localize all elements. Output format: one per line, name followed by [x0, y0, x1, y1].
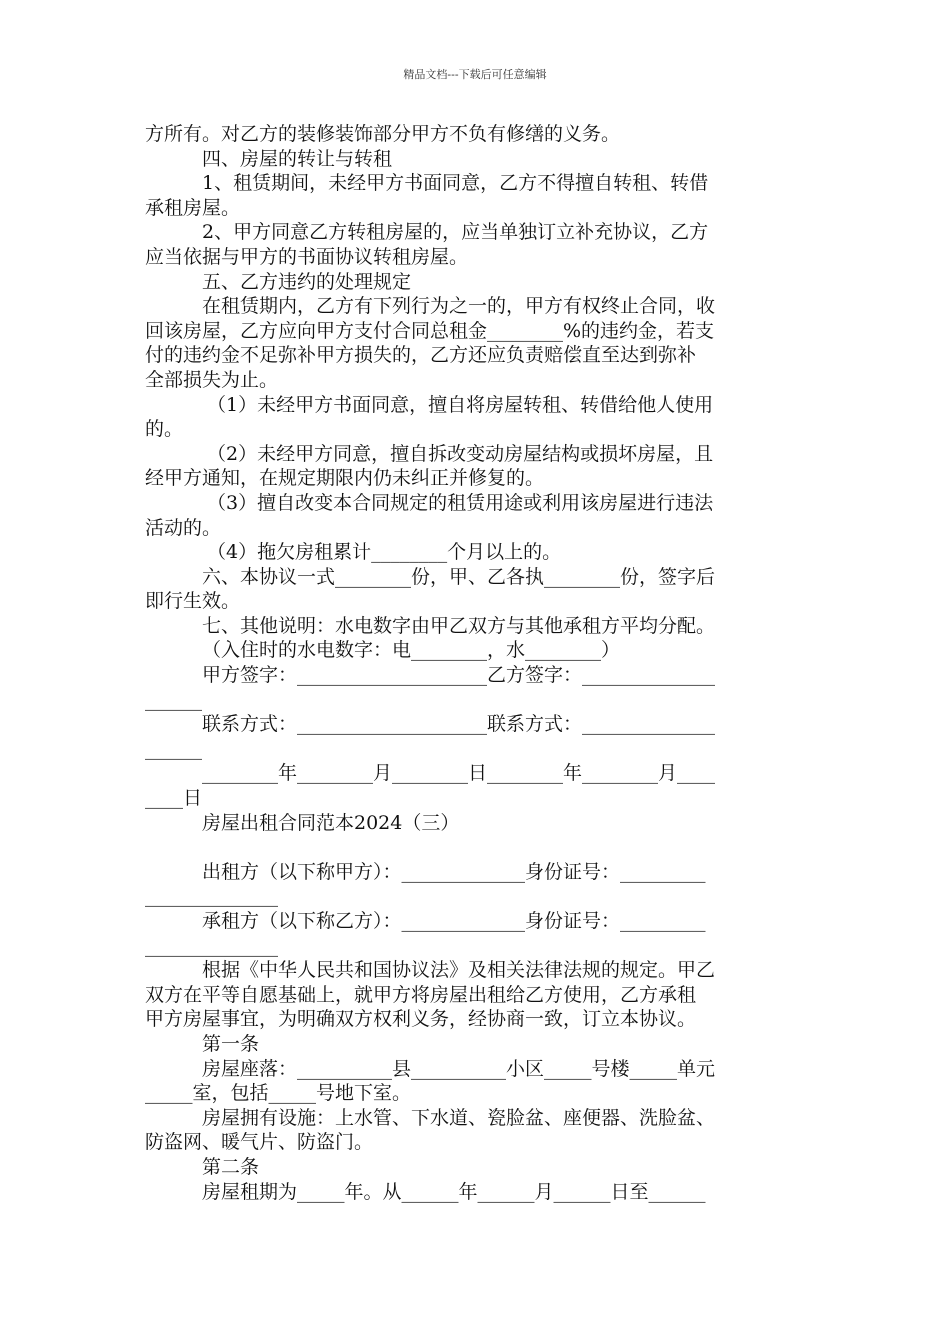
text-line: 联系方式：____________________联系方式：______________: [202, 713, 716, 736]
text-line: 经甲方通知，在规定期限内仍未纠正并修复的。: [145, 467, 545, 490]
text-line: ______________: [145, 934, 278, 957]
text-line: 七、其他说明：水电数字由甲乙双方与其他承租方平均分配。: [202, 614, 716, 637]
text-line: 房屋租期为_____年。从______年______月______日至______: [202, 1180, 706, 1203]
text-line: 甲方房屋事宜，为明确双方权利义务，经协商一致，订立本协议。: [145, 1008, 697, 1031]
text-line: ______: [145, 737, 202, 760]
text-line: 防盗网、暖气片、防盗门。: [145, 1131, 374, 1154]
text-line: 承租方（以下称乙方）：_____________身份证号：_________: [202, 910, 706, 932]
text-line: 付的违约金不足弥补甲方损失的，乙方还应负责赔偿直至达到弥补: [145, 344, 697, 367]
text-line: 五、乙方违约的处理规定: [202, 270, 412, 293]
document-body: [145, 122, 807, 1204]
text-line: 甲方签字：____________________乙方签字：______________: [202, 664, 716, 687]
text-line: （1）未经甲方书面同意，擅自将房屋转租、转借给他人使用: [207, 393, 714, 416]
text-line: （入住时的水电数字：电________，水________）: [202, 639, 621, 662]
text-line: 出租方（以下称甲方）：_____________身份证号：_________: [202, 860, 706, 883]
text-line: 在租赁期内，乙方有下列行为之一的，甲方有权终止合同，收: [202, 295, 716, 318]
text-line: 即行生效。: [145, 590, 241, 613]
text-line: 回该房屋，乙方应向甲方支付合同总租金________%的违约金，若支: [145, 319, 715, 342]
text-line: 第一条: [202, 1032, 260, 1055]
text-line: 应当依据与甲方的书面协议转租房屋。: [145, 245, 469, 268]
text-line: 1、租赁期间，未经甲方书面同意，乙方不得擅自转租、转借: [202, 172, 709, 195]
text-line: 房屋座落：__________县__________小区_____号楼_____单元: [202, 1057, 716, 1080]
text-line: 全部损失为止。: [145, 368, 279, 391]
page-header: 精品文档---下载后可任意编辑: [403, 68, 547, 81]
text-line: ____日: [145, 787, 203, 810]
text-line: （2）未经甲方同意，擅自拆改变动房屋结构或损坏房屋，且: [207, 442, 714, 465]
text-line: 2、甲方同意乙方转租房屋的，应当单独订立补充协议，乙方: [202, 221, 709, 244]
text-line: （3）擅自改变本合同规定的租赁用途或利用该房屋进行违法: [207, 491, 714, 514]
text-line: _____室，包括_____号地下室。: [145, 1082, 412, 1105]
text-line: 第二条: [202, 1155, 260, 1178]
text-line: 活动的。: [145, 516, 222, 539]
text-line: 四、房屋的转让与转租: [202, 147, 393, 170]
text-line: ________年________月________日________年________月____: [202, 762, 716, 785]
text-line: 双方在平等自愿基础上，就甲方将房屋出租给乙方使用，乙方承租: [145, 983, 697, 1006]
text-line: 根据《中华人民共和国协议法》及相关法律法规的规定。甲乙: [202, 959, 716, 982]
text-line: （4）拖欠房租累计________个月以上的。: [207, 541, 562, 564]
text-line: 的。: [145, 418, 184, 441]
text-line: 方所有。对乙方的装修装饰部分甲方不负有修缮的义务。: [145, 123, 621, 145]
text-line: ______________: [145, 885, 278, 908]
blank-line: [145, 835, 807, 860]
text-line: 房屋出租合同范本2024（三）: [202, 811, 460, 834]
text-line: 承租房屋。: [145, 196, 241, 219]
text-line: 六、本协议一式________份，甲、乙各执________份，签字后: [202, 565, 716, 588]
text-line: 房屋拥有设施：上水管、下水道、瓷脸盆、座便器、洗脸盆、: [202, 1106, 716, 1129]
text-line: ______: [145, 688, 202, 711]
